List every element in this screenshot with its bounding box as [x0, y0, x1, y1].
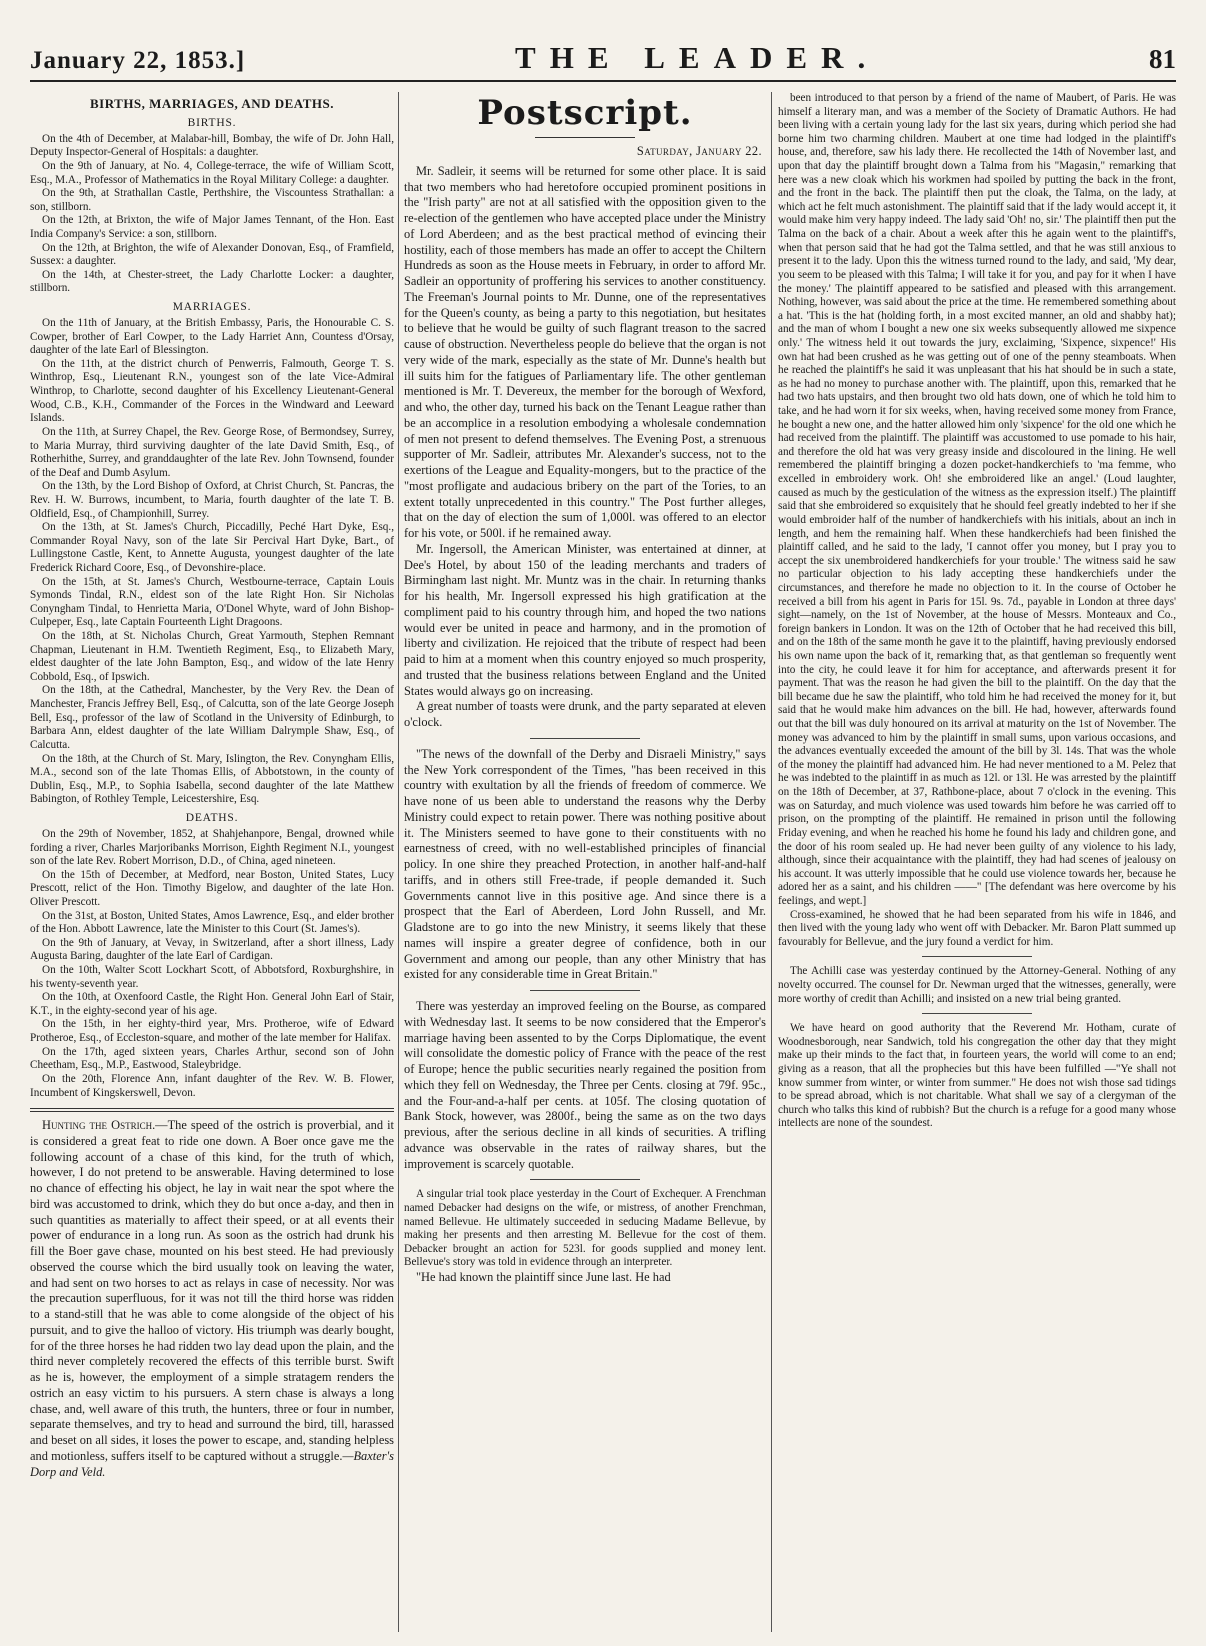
notice-entry: On the 12th, at Brixton, the wife of Major James Tennant, of the Hon. East India Company's Service: a son, stillborn. [30, 214, 394, 241]
notice-entry: On the 11th, at Surrey Chapel, the Rev. George Rose, of Bermondsey, Surrey, to Maria Murray, third surviving daughter of the late David Smith, Esq., of Rotherhithe, Surrey, and granddaughter of the late Rev. John Townsend, founder of the Deaf and Dumb Asylum. [30, 425, 394, 479]
notice-entry: On the 4th of December, at Malabar-hill, Bombay, the wife of Dr. John Hall, Deputy Inspector-General of Hospitals: a daughter. [30, 132, 394, 159]
postscript-title: Postscript. [477, 93, 693, 133]
notice-entry: On the 12th, at Brighton, the wife of Alexander Donovan, Esq., of Framfield, Sussex: a daughter. [30, 241, 394, 268]
marriages-heading: MARRIAGES. [172, 301, 252, 314]
notice-entry: On the 20th, Florence Ann, infant daughter of the Rev. W. B. Flower, Incumbent of Kingskerswell, Devon. [30, 1072, 394, 1099]
notice-entry: On the 9th of January, at No. 4, College-terrace, the wife of William Scott, Esq., M.A., Professor of Mathematics in the Royal Military College: a daughter. [30, 159, 394, 186]
marriages-list [30, 317, 394, 807]
postscript-para-ingersoll: Mr. Ingersoll, the American Minister, was entertained at dinner, at Dee's Hotel, by about 150 of the leading merchants and traders of Birmingham last night. Mr. Muntz was in the chair. In returning thanks for his health, Mr. Ingersoll expressed his high gratification at the compliment paid to his country through him, and hoped the two nations would ever be united in peace and harmony, and in the promotion of liberty and civilization. He rejoiced that the tribute of respect had been paid to him at a moment when this country enjoyed so much prosperity, and trusted that the business relations between England and the United States would always go on increasing. [404, 541, 766, 698]
bmd-heading: BIRTHS, MARRIAGES, AND DEATHS. [89, 96, 334, 111]
hunting-body: —The speed of the ostrich is proverbial, and it is considered a great feat to ride one down. A Boer once gave me the following account of a chase of this kind, for the truth of which, however, I do not pretend to be answerable. Having determined to lose no chance of effecting his object, he lay in wait near the spot where the bird was accustomed to drink, which they do but once a-day, and then in such quantities as materially to affect their speed, or at all events their power of endurance in a long run. As soon as the ostrich had drunk his fill the Boer gave chase, mounted on his best steed. He had previously observed the course which the bird usually took on leaving the water, and had sent on two horses to act as relays in case of necessity. Nor was the precaution superfluous, for it was not till the third horse was ridden to a stand-still that he was able to come alongside of the object of his pursuit, and to give the halloo of victory. His triumph was dearly bought, for of the three horses he had ridden two lay dead upon the plain, and the third never completely recovered the effects of this terrible burst. Swift as he is, however, the employment of a simple stratagem renders the ostrich an easy victim to his pursuers. A stern chase is always a long chase, and, well aware of this truth, the hunters, three or four in number, separate themselves, and try to head and surround the bird, till, harassed and beset on all sides, it loses the power to escape, and, standing helpless and motionless, suffers itself to be captured without a struggle. [30, 1118, 394, 1463]
column-rule-left [398, 92, 399, 1632]
column-births-marriages-deaths [30, 92, 394, 1632]
newspaper-title: THE LEADER. [515, 40, 880, 75]
issue-date: January 22, 1853.] [30, 47, 246, 74]
achilli-case-para: The Achilli case was yesterday continued by the Attorney-General. Nothing of any novelty occurred. The counsel for Dr. Newman urged that the witnesses, generally, were more worthy of credit than Achilli; and insisted on a new trial being granted. [778, 965, 1176, 1005]
masthead [30, 40, 1176, 82]
col3-break-2 [922, 1013, 1032, 1014]
notice-entry: On the 18th, at the Cathedral, Manchester, by the Very Rev. the Dean of Manchester, Francis Jeffrey Bell, Esq., of Calcutta, son of the late George Joseph Bell, Esq., professor of the law of Scotland in the University of Edinburgh, to Barbara Ann, eldest daughter of the late William Dalrymple Shaw, Esq., of Calcutta. [30, 684, 394, 751]
postscript-para-derby-ministry: "The news of the downfall of the Derby and Disraeli Ministry," says the New York correspondent of the Times, "has been received in this country with exultation by all the friends of freedom of commerce. We have none of us been able to understand the reasons why the Derby Ministry could expect to retain power. There was nothing positive about it. The Ministers seemed to have gone to their constituents with no earnestness of creed, with no well-established principles of financial policy. In one shire they preached Protection, in another half-and-half tariffs, and in others still Free-trade, if people demanded it. Such Governments cannot live in this positive age. And since there is a prospect that the Earl of Aberdeen, Lord John Russell, and Mr. Gladstone are to go into the new Ministry, it seems likely that these names will inspire a greater degree of confidence, both in our Government and among our people, than any other Ministry that has existed for any considerable time in Great Britain." [404, 746, 766, 982]
postscript-para-toasts: A great number of toasts were drunk, and the party separated at eleven o'clock. [404, 699, 766, 730]
notice-entry: On the 15th of December, at Medford, near Boston, United States, Lucy Prescott, relict of the Hon. Timothy Bigelow, and daughter of the late Hon. Oliver Prescott. [30, 868, 394, 908]
postscript-para-bourse: There was yesterday an improved feeling on the Bourse, as compared with Wednesday last. It seems to be now considered that the Emperor's marriage having been assented to by the Corps Diplomatique, the event will consolidate the domestic policy of France with the peace of the rest of Europe; hence the public securities nearly regained the position from which they fell on Wednesday, the Three per Cents. closing at 79f. 95c., and the Four-and-a-half per cents. at 105f. The closing quotation of Bank Stock, however, was 2800f., being the same as on the two days previous, after the serious decline in all kinds of securities. A trifling advance was observable in the rates of railway shares, but the improvement is scarcely quotable. [404, 999, 766, 1171]
hotham-prophecy-para: We have heard on good authority that the Reverend Mr. Hotham, curate of Woodnesborough, near Sandwich, told his congregation the other day that they might make up their minds to the fact that, in fourteen years, the world will come to an end; giving as a reason, that all the prophecies but this have been fulfilled —"Ye shall not know summer from winter, or winter from summer." He does not wish those sad tidings to be spread abroad, which is not charitable. What shall we say of a clergyman of the church who talks this kind of rubbish? But the church is a refuge for a good many whose intellects are none of the soundest. [778, 1022, 1176, 1130]
postscript-rule [535, 137, 635, 138]
notice-entry: On the 31st, at Boston, United States, Amos Lawrence, Esq., and elder brother of the Hon. Abbott Lawrence, late the Minister to this Court (St. James's). [30, 909, 394, 936]
postscript-break-2 [530, 990, 640, 991]
postscript-break-1 [530, 738, 640, 739]
trial-testimony-continued: been introduced to that person by a friend of the name of Maubert, of Paris. He was himself a literary man, and was a member of the Society of Dramatic Authors. He had been living with a certain young lady for the last six years, during which period she had borne him two charming children. Maubert at one time had lodged in the plaintiff's house, and, therefore, saw his lady there. He recollected the 14th of November last, and upon that day the plaintiff brought down a Talma from his "Magasin," remarking that here was a new cloak which his workmen had spoiled by putting the back in the front, and the front in the back. The plaintiff then put the cloak, the Talma, on the lady, at which act he felt much astonishment. The plaintiff said that if the lady would accept it, it would make him very happy indeed. The lady said 'Oh! no, sir.' The plaintiff then put the Talma on the back of a chair. About a week after this he again went to the plaintiff's, when that person said that he had got the Talma settled, and that he was still anxious to present it to the lady. Upon this the witness turned round to the lady, and said, 'My dear, you seem to be pleased with this Talma; I will take it for you, and pay for it when I have the money.' The plaintiff appeared to be satisfied and pleased with this arrangement. Nothing, however, was said about the price at the time. He remembered something about a hat. 'This is the hat (holding forth, in a most excited manner, an old and shabby hat); and the man of whom I bought a new one six weeks subsequently allowed me sixpence only.' The witness held it out towards the jury, exclaiming, 'Sixpence, sixpence!' His own hat had been crushed as he was getting out of one of the penny steamboats. When he reached the plaintiff's he said it was unpleasant that his hat should be in such a state, as he had no money to purchase another with. The plaintiff, upon this, remarked that he had two hats upstairs, and then brought two old hats down, one of which he told him to take, and he had worn it for six weeks, when, having received some money from France, he bought a new one, and the hatter allowed him only 'sixpence' for the old one which he had received from the plaintiff. The plaintiff was accustomed to use pomade to his hair, and therefore the old hat was very greasy inside and discoloured in the lining. He well remembered the plaintiff bringing a dozen pocket-handkerchiefs to 'ma femme, who excelled in embroidery work. Oh! she embroidered like an angel.' (Loud laughter, caused as much by the gesticulation of the witness as the expression itself.) The plaintiff said that she embroidered so exquisitely that he should feel greatly indebted to her if she would embroider half of the number of handkerchiefs with his initials, about an inch in length, and hem the remaining half. When these handkerchiefs had been finished the plaintiff called, and he said to the lady, 'I cannot offer you money, but I pray you to accept the six unembroidered handkerchiefs for your trouble.' The witness said he saw no particular objection to his lady accepting these handkerchiefs under the circumstances, and therefore he made no objection to it. In the course of October he received a bill from his agent in Paris for 15l. 9s. 7d., payable in London at three days' sight—namely, on the 1st of November, at the house of Messrs. Monteaux and Co., foreign bankers in London. It was on the 12th of October that he had received this bill, and on the 18th of the same month he gave it to the plaintiff, having previously endorsed his own name upon the back of it, remarking that, as that gentleman so frequently went into the city, he could leave it for him for acceptance, and afterwards present it for payment. That was the reason he had given the bill to the plaintiff. On the day that the bill became due he saw the plaintiff, who told him he had received the money for it, but said that he would make him advances on the bill. He had, however, afterwards found out that the bill was duly honoured on its arrival at maturity on the 1st of November. The money was advanced to him by the plaintiff in small sums, upon various occasions, and the advances eventually exceeded the amount of the bill by 3l. 14s. That was the whole of the money the plaintiff had advanced him. He had never mentioned to a M. Pelez that he was indebted to the plaintiff in as much as 12l. or 13l. He was arrested by the plaintiff on the 18th of December, at 37, Rathbone-place, about 7 o'clock in the evening. This was on Saturday, and much violence was used towards him before he was carried off to prison, on the prompting of the plaintiff. He remained in prison until the following Friday evening, and when he reached his home he found his lady and children gone, and the door of his room sealed up. He had never been guilty of any violence to his lady, although, since their acquaintance with the plaintiff, they had had scenes of jealousy on his account. It was utterly impossible that he could use violence towards her, because he adored her as a saint, and his children ——" [The defendant was here overcome by his feelings, and wept.] [778, 92, 1176, 907]
notice-entry: On the 13th, by the Lord Bishop of Oxford, at Christ Church, St. Pancras, the Rev. H. W. Burrows, incumbent, to Maria, fourth daughter of the late T. B. Oldfield, Esq., of Championhill, Surrey. [30, 480, 394, 520]
hunting-source: —Baxter's Dorp and Veld. [30, 1448, 394, 1479]
hunting-ostrich-article [30, 1118, 394, 1480]
postscript-para-testimony: "He had known the plaintiff since June last. He had [416, 1270, 671, 1285]
postscript-break-3 [530, 1179, 640, 1180]
hunting-lead: Hunting the Ostrich. [42, 1118, 156, 1133]
deaths-heading: DEATHS. [185, 811, 239, 824]
postscript-para-trial: A singular trial took place yesterday in the Court of Exchequer. A Frenchman named Debacker had designs on the wife, or mistress, of another Frenchman, named Bellevue. He ultimately succeeded in seducing Madame Bellevue, by making her presents and then arresting M. Bellevue for the cost of them. Debacker brought an action for 523l. for goods supplied and money lent. Bellevue's story was told in evidence through an interpreter. [404, 1188, 766, 1269]
trial-cross-examination: Cross-examined, he showed that he had been separated from his wife in 1846, and then lived with the young lady who went off with Debacker. Mr. Baron Platt summed up favourably for Bellevue, and the jury found a verdict for him. [778, 908, 1176, 948]
births-list [30, 133, 394, 296]
notice-entry: On the 14th, at Chester-street, the Lady Charlotte Locker: a daughter, stillborn. [30, 268, 394, 295]
births-heading: BIRTHS. [187, 116, 237, 129]
column-trial-continued [778, 92, 1176, 1632]
notice-entry: On the 11th, at the district church of Penwerris, Falmouth, George T. S. Winthrop, Esq., Lieutenant R.N., youngest son of the late Vice-Admiral Winthrop, to Charlotte, second daughter of his Excellency Lieutenant-General Wood, C.B., K.H., Commander of the Forces in the Windward and Leeward Islands. [30, 357, 394, 425]
notice-entry: On the 17th, aged sixteen years, Charles Arthur, second son of John Cheetham, Esq., M.P., Eastwood, Staleybridge. [30, 1045, 394, 1072]
notice-entry: On the 11th of January, at the British Embassy, Paris, the Honourable C. S. Cowper, brother of Earl Cowper, to the Lady Harriet Ann, Countess d'Orsay, daughter of the late Earl of Blessington. [30, 317, 394, 357]
notice-entry: On the 10th, Walter Scott Lockhart Scott, of Abbotsford, Roxburghshire, in his twenty-seventh year. [30, 964, 394, 990]
notice-entry: On the 9th of January, at Vevay, in Switzerland, after a short illness, Lady Augusta Baring, daughter of the late Earl of Cardigan. [30, 936, 394, 963]
notice-entry: On the 15th, in her eighty-third year, Mrs. Protheroe, wife of Edward Protheroe, Esq., of Eccleston-square, and mother of the late member for Halifax. [30, 1018, 394, 1045]
notice-entry: On the 18th, at St. Nicholas Church, Great Yarmouth, Stephen Remnant Chapman, Lieutenant in H.M. Twentieth Regiment, Esq., to Elizabeth Mary, eldest daughter of the late John Bampton, Esq., and widow of the late Henry Cobbold, Esq., of Ipswich. [30, 630, 394, 683]
notice-entry: On the 18th, at the Church of St. Mary, Islington, the Rev. Conyngham Ellis, M.A., second son of the late Thomas Ellis, of Abbotstown, in the county of Dublin, Esq., M.P., to Sophia Isabella, second daughter of the late Matthew Babington, of Rothley Temple, Leicestershire, Esq. [30, 752, 394, 806]
notice-entry: On the 10th, at Oxenfoord Castle, the Right Hon. General John Earl of Stair, K.T., in the eighty-second year of his age. [30, 991, 394, 1017]
page-number: 81 [1149, 44, 1176, 74]
column-rule-right [771, 92, 772, 1632]
column-postscript [404, 92, 766, 1632]
postscript-dateline: Saturday, January 22. [636, 144, 762, 159]
section-divider [30, 1108, 394, 1112]
notice-entry: On the 9th, at Strathallan Castle, Perthshire, the Viscountess Strathallan: a son, stillborn. [30, 187, 394, 213]
deaths-list [30, 828, 394, 1100]
notice-entry: On the 13th, at St. James's Church, Piccadilly, Peché Hart Dyke, Esq., Commander Royal Navy, son of the late Sir Percival Hart Dyke, Bart., of Lullingstone Castle, Kent, to Annette Augusta, youngest daughter of the late Frederick Richard Coore, Esq., of Devonshire-place. [30, 521, 394, 574]
notice-entry: On the 29th of November, 1852, at Shahjehanpore, Bengal, drowned while fording a river, Charles Marjoribanks Morrison, Eighth Regiment N.I., youngest son of the late Rev. Robert Morrison, D.D., of China, aged nineteen. [30, 827, 394, 868]
col3-break-1 [922, 956, 1032, 957]
notice-entry: On the 15th, at St. James's Church, Westbourne-terrace, Captain Louis Symonds Tindal, R.N., eldest son of the late Right Hon. Sir Nicholas Conyngham Tindal, to Henrietta Maria, O'Donel Whyte, ward of John Bishop-Culpeper, Esq., late Captain Fourteenth Light Dragoons. [30, 575, 394, 629]
postscript-para-sadleir: Mr. Sadleir, it seems will be returned for some other place. It is said that two members who had heretofore occupied prominent positions in the "Irish party" are not at all satisfied with the opposition given to the re-election of the gentlemen who have accepted place under the Ministry of Lord Aberdeen; and as the best practical method of evincing their hostility, each of those members has made an offer to accept the Chiltern Hundreds as soon as the House meets in February, in order to afford Mr. Sadleir an opportunity of proffering his services to another constituency. The Freeman's Journal points to Mr. Dunne, one of the representatives for the Queen's county, as being a party to this negotiation, but hesitates to believe that he would be guilty of such flagrant treason to the sacred cause of obstruction. Nevertheless people do believe that the organ is not very wide of the mark, especially as the state of Mr. Dunne's health but ill suits him for the fatigues of Parliamentary life. The other gentleman mentioned is Mr. T. Devereux, the member for the borough of Wexford, and who, the other day, turned his back on the Tenant League rather than be an accomplice in a resolution embodying a wholesale condemnation of men not present to defend themselves. The Evening Post, a strenuous supporter of Mr. Sadleir, attributes Mr. Alexander's success, not to the exertions of the League and Equality-mongers, but to the practice of the "most profligate and audacious bribery on the part of the Tories, to an extent totally unprecedented in this country." The Post further alleges, that on the day of election the sum of 1,000l. was offered to an elector for his vote, or 500l. if he remained away. [404, 163, 766, 541]
